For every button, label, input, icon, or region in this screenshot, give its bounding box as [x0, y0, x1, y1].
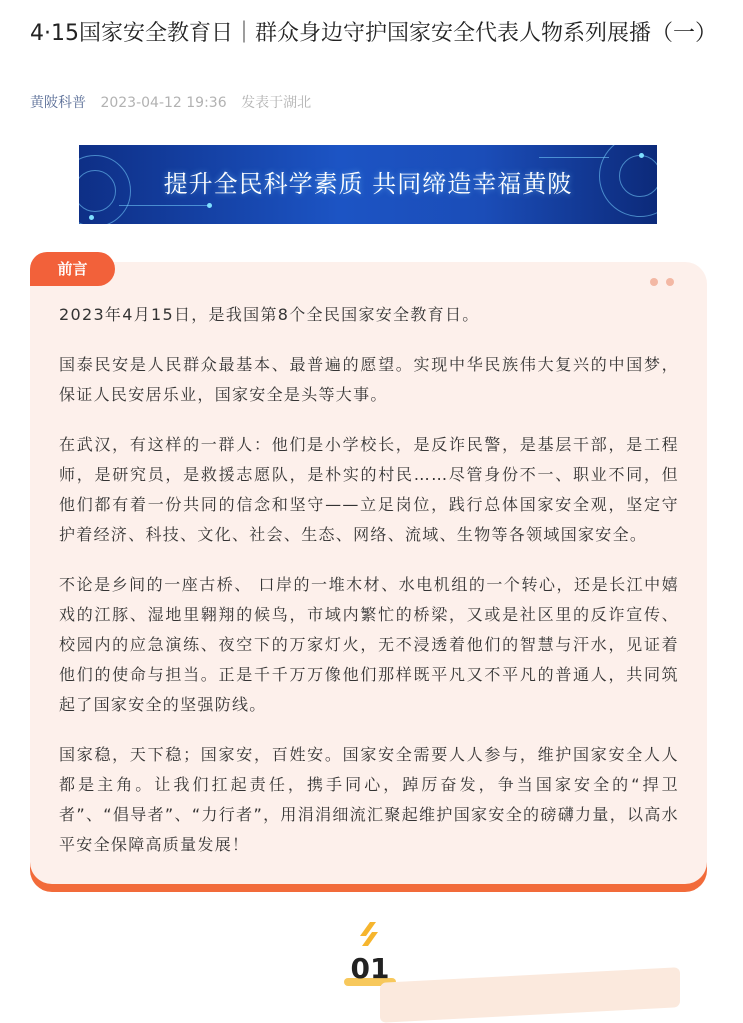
next-card-edge	[380, 967, 680, 1023]
publish-date: 2023-04-12 19:36	[100, 95, 227, 111]
banner-image	[79, 145, 657, 224]
circuit-line	[119, 205, 209, 206]
paragraph: 国家稳，天下稳；国家安，百姓安。国家安全需要人人参与，维护国家安全人人都是主角。让我们扛起责任，携手同心，踔厉奋发，争当国家安全的“捍卫者”、“倡导者”、“力行者”，用涓涓细流汇聚起维护国家安全的磅礴力量，以高水平安全保障高质量发展！	[59, 745, 679, 854]
double-slash-icon	[358, 922, 378, 948]
publish-location: 发表于湖北	[241, 95, 312, 111]
circuit-dot	[639, 153, 644, 158]
paragraph: 国泰民安是人民群众最基本、最普遍的愿望。实现中华民族伟大复兴的中国梦，保证人民安居乐业，国家安全是头等大事。	[59, 355, 679, 404]
decor-dot	[650, 278, 658, 286]
author-link[interactable]: 黄陂科普	[30, 95, 86, 111]
preface-tab-label: 前言	[57, 260, 88, 278]
paragraph: 不论是乡间的一座古桥、 口岸的一堆木材、水电机组的一个转心，还是长江中嬉戏的江豚、湿地里翱翔的候鸟，市域内繁忙的桥梁，又或是社区里的反诈宣传、校园内的应急演练、夜空下的万家灯火，无不浸透着他们的智慧与汗水，见证着他们的使命与担当。正是千千万万像他们那样既平凡又不平凡的普通人，共同筑起了国家安全的坚强防线。	[59, 575, 679, 714]
card-dots-decoration	[650, 271, 682, 290]
paragraph: 2023年4月15日，是我国第8个全民国家安全教育日。	[59, 305, 480, 324]
circuit-line	[539, 157, 609, 158]
circuit-dot	[89, 215, 94, 220]
circuit-dot	[207, 203, 212, 208]
preface-tab	[30, 252, 115, 286]
preface-content	[59, 300, 679, 880]
article-title: 4·15国家安全教育日｜群众身边守护国家安全代表人物系列展播（一）	[30, 21, 717, 46]
section-number: 01	[350, 952, 390, 985]
banner-text: 提升全民科学素质 共同缔造幸福黄陂	[163, 170, 573, 198]
decor-dot	[666, 278, 674, 286]
paragraph: 在武汉，有这样的一群人：他们是小学校长，是反诈民警，是基层干部，是工程师，是研究员，是救援志愿队，是朴实的村民……尽管身份不一、职业不同，但他们都有着一份共同的信念和坚守——立足岗位，践行总体国家安全观，坚定守护着经济、科技、文化、社会、生态、网络、流域、生物等各领域国家安全。	[59, 435, 679, 544]
article-meta	[30, 93, 311, 113]
